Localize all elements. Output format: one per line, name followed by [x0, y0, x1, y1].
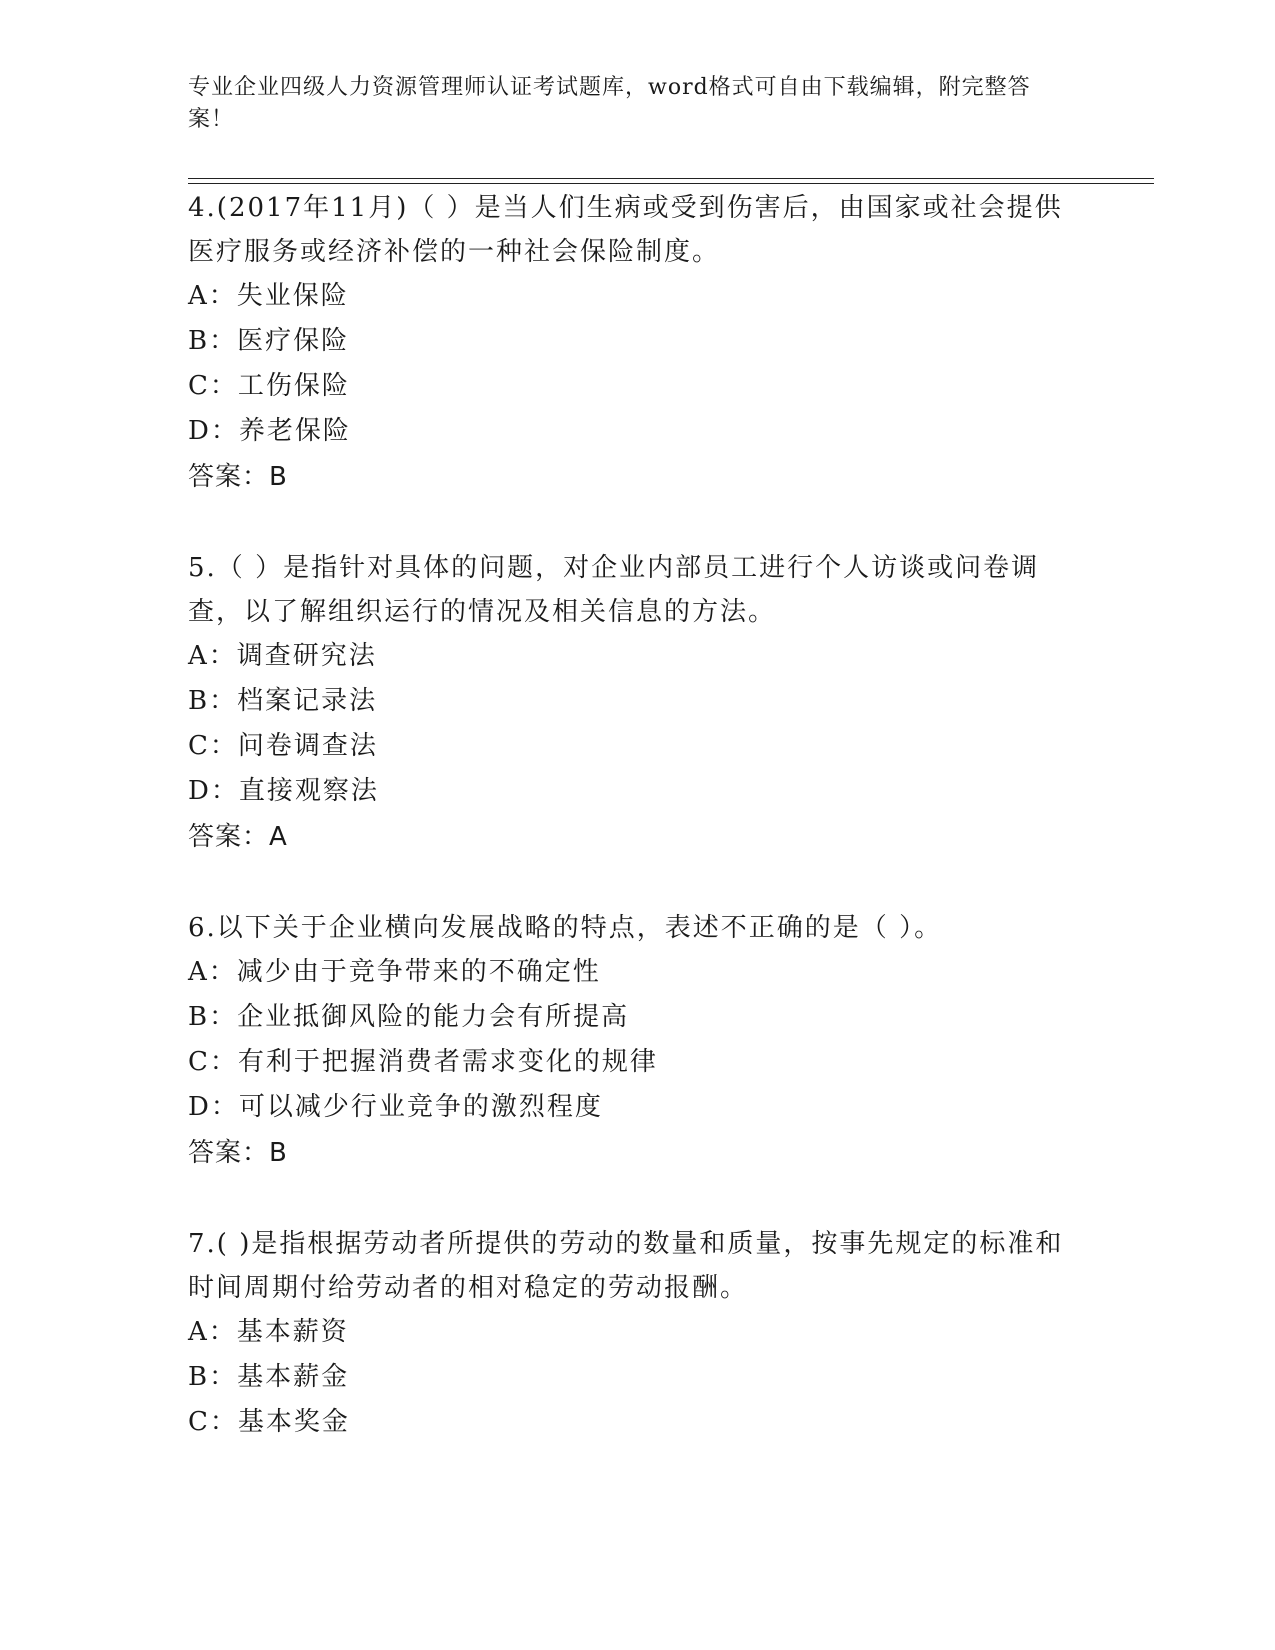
question-5 — [188, 546, 1088, 860]
question-text: 4.(2017年11月)（ ）是当人们生病或受到伤害后，由国家或社会提供医疗服务或经济补偿的一种社会保险制度。 — [188, 193, 1063, 267]
option-d: D：养老保险 — [188, 416, 351, 446]
answer-label: 答案：B — [188, 1138, 288, 1168]
option-c: C：工伤保险 — [188, 371, 350, 401]
question-4 — [188, 186, 1088, 500]
option-b: B：基本薪金 — [188, 1362, 350, 1392]
document-header: 专业企业四级人力资源管理师认证考试题库，word格式可自由下载编辑，附完整答案！ — [188, 75, 1031, 132]
answer-label: 答案：B — [188, 462, 288, 492]
answer-label: 答案：A — [188, 822, 288, 852]
option-b: B：档案记录法 — [188, 686, 378, 716]
question-6 — [188, 906, 1088, 1176]
option-c: C：问卷调查法 — [188, 731, 378, 761]
option-a: A：减少由于竞争带来的不确定性 — [188, 957, 601, 987]
question-text: 7.( )是指根据劳动者所提供的劳动的数量和质量，按事先规定的标准和时间周期付给劳动者的相对稳定的劳动报酬。 — [188, 1229, 1064, 1303]
option-a: A：失业保险 — [188, 281, 349, 311]
option-a: A：调查研究法 — [188, 641, 377, 671]
question-text: 5.（ ）是指针对具体的问题，对企业内部员工进行个人访谈或问卷调查，以了解组织运行的情况及相关信息的方法。 — [188, 553, 1040, 627]
option-d: D：可以减少行业竞争的激烈程度 — [188, 1092, 603, 1122]
option-d: D：直接观察法 — [188, 776, 379, 806]
option-c: C：基本奖金 — [188, 1407, 350, 1437]
header-divider-bottom — [188, 183, 1154, 184]
question-text: 6.以下关于企业横向发展战略的特点，表述不正确的是（ ）。 — [188, 913, 943, 943]
question-7 — [188, 1222, 1088, 1445]
option-b: B：企业抵御风险的能力会有所提高 — [188, 1002, 630, 1032]
option-c: C：有利于把握消费者需求变化的规律 — [188, 1047, 658, 1077]
option-a: A：基本薪资 — [188, 1317, 349, 1347]
header-divider-top — [188, 178, 1154, 179]
option-b: B：医疗保险 — [188, 326, 350, 356]
